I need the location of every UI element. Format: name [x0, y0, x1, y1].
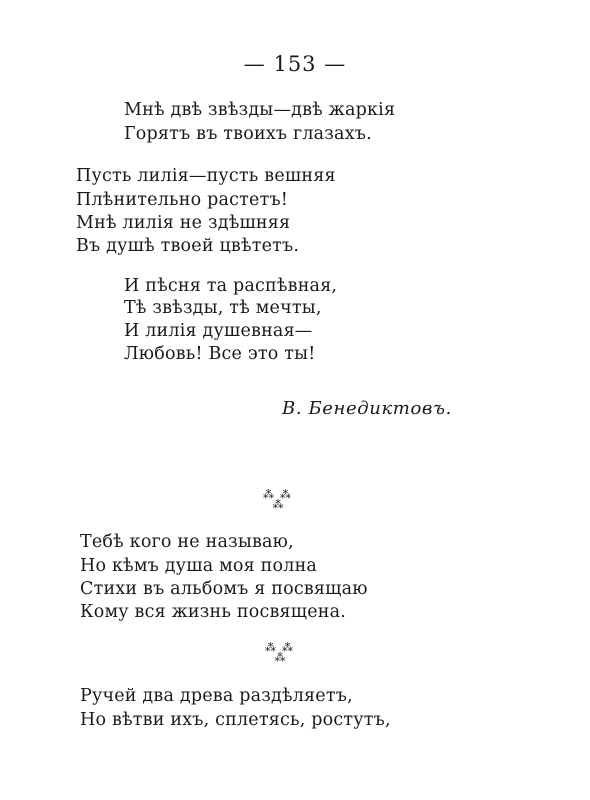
poem-line: Пусть лилія—пусть вешняя [76, 166, 336, 186]
separator-stars-top: ⁂⁂ [263, 488, 297, 501]
separator-stars-bottom: ⁂ [274, 651, 286, 664]
poem-line: И лилія душевная— [124, 321, 313, 341]
poem-line: Горятъ въ твоихъ глазахъ. [124, 124, 372, 144]
poem-line: Но кѣмъ душа моя полна [80, 556, 318, 576]
poem-line: Тебѣ кого не называю, [80, 532, 294, 552]
separator-stars-top: ⁂⁂ [265, 641, 299, 654]
separator-ornament [263, 488, 297, 511]
page-number: — 153 — [243, 52, 347, 76]
poem-line: Плѣнительно растетъ! [76, 190, 289, 210]
poem-line: Ручей два древа раздѣляетъ, [80, 686, 353, 706]
separator-ornament [265, 641, 299, 664]
poem-line: Любовь! Все это ты! [124, 344, 316, 364]
separator-stars-bottom: ⁂ [272, 498, 284, 511]
poem-line: И пѣсня та распѣвная, [124, 276, 338, 296]
poem-line: Мнѣ двѣ звѣзды—двѣ жаркія [124, 100, 396, 120]
poem-line: Кому вся жизнь посвящена. [80, 602, 347, 622]
poem-line: Тѣ звѣзды, тѣ мечты, [124, 298, 322, 318]
poem-line: Въ душѣ твоей цвѣтетъ. [76, 236, 300, 256]
poem-line: Стихи въ альбомъ я посвящаю [80, 579, 368, 599]
author-signature: В. Бенедиктовъ. [282, 398, 452, 419]
poem-line: Мнѣ лилія не здѣшняя [76, 213, 291, 233]
poem-line: Но вѣтви ихъ, сплетясь, ростутъ, [80, 710, 391, 730]
